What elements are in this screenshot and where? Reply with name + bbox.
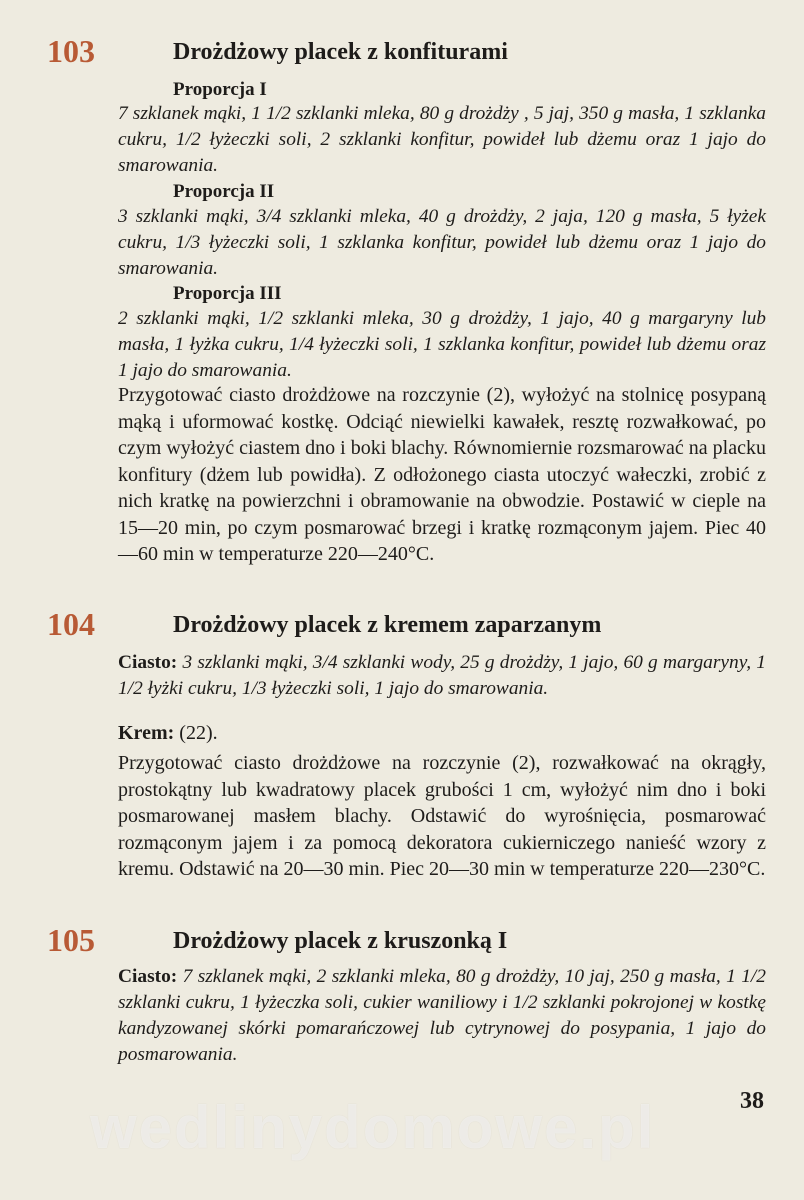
recipe-number: 104 [47, 606, 95, 642]
recipe-title: Drożdżowy placek z konfiturami [173, 39, 508, 65]
cream-label: Krem: [118, 722, 175, 744]
dough-label: Ciasto: [118, 966, 178, 987]
recipe-instructions: Przygotować ciasto drożdżowe na rozczynie (2), rozwałkować na okrągły, prostokątny lub kwadratowy placek grubości 1 cm, wyłożyć nim dno i boki posmarowanej masłem blachy. Odstawić do wyrośnięcia, posmarować rozmąconym jajem i za pomocą dekoratora cukierniczego nanieść wzory z kremu. Odstawić na 20—30 min. Piec 20—30 min w temperaturze 220—230°C. [118, 752, 766, 880]
portion-label: Proporcja II [173, 181, 275, 202]
recipe-instructions: Przygotować ciasto drożdżowe na rozczynie (2), wyłożyć na stolnicę posypaną mąką i uformować kostkę. Odciąć niewielki kawałek, resztę rozwałkować, po czym wyłożyć ciastem dno i boki blachy. Równomiernie rozsmarować na placku konfitury (dżem lub powidła). Z odłożonego ciasta utoczyć wałeczki, zrobić z nich kratkę na powierzchni i obramowanie na obwodzie. Postawić w cieple na 15—20 min, po czym posmarować brzegi i kratkę rozmąconym jajem. Piec 40—60 min w temperaturze 220—240°C. [118, 384, 766, 565]
dough-ingredients [118, 964, 766, 1068]
recipe-title: Drożdżowy placek z kremem zaparzanym [173, 612, 602, 638]
cream-text: (22). [179, 722, 218, 744]
watermark: wedlinydomowe.pl [90, 1094, 656, 1161]
portion-label: Proporcja III [173, 283, 282, 304]
portion-label: Proporcja I [173, 79, 267, 100]
dough-text: 3 szklanki mąki, 3/4 szklanki wody, 25 g drożdży, 1 jajo, 60 g margaryny, 1 1/2 łyżki cukru, 1/3 łyżeczki soli, 1 jajo do smarowania. [118, 652, 766, 699]
dough-label: Ciasto: [118, 652, 178, 673]
recipe-number: 105 [47, 922, 95, 958]
cream-line [118, 720, 766, 747]
portion-ingredients: 7 szklanek mąki, 1 1/2 szklanki mleka, 80 g drożdży , 5 jaj, 350 g masła, 1 szklanka cukru, 1/2 łyżeczki soli, 2 szklanki konfitur, powideł lub dżemu oraz 1 jajo do smarowania. [118, 103, 766, 176]
portion-ingredients: 3 szklanki mąki, 3/4 szklanki mleka, 40 g drożdży, 2 jaja, 120 g masła, 5 łyżek cukru, 1/3 łyżeczki soli, 1 szklanka konfitur, powideł lub dżemu oraz 1 jajo do smarowania. [118, 206, 766, 279]
recipe-title: Drożdżowy placek z kruszonką I [173, 928, 508, 954]
recipe-number: 103 [47, 33, 95, 69]
page-number: 38 [740, 1088, 764, 1114]
dough-text: 7 szklanek mąki, 2 szklanki mleka, 80 g drożdży, 10 jaj, 250 g masła, 1 1/2 szklanki cukru, 1 łyżeczka soli, cukier waniliowy i 1/2 szklanki pokrojonej w kostkę kandyzowanej skórki pomarańczowej lub cytrynowej do posypania, 1 jajo do posmarowania. [118, 966, 766, 1065]
portion-ingredients: 2 szklanki mąki, 1/2 szklanki mleka, 30 g drożdży, 1 jajo, 40 g margaryny lub masła, 1 łyżka cukru, 1/4 łyżeczki soli, 1 szklanka konfitur, powideł lub dżemu oraz 1 jajo do smarowania. [118, 308, 766, 381]
dough-ingredients [118, 650, 766, 702]
